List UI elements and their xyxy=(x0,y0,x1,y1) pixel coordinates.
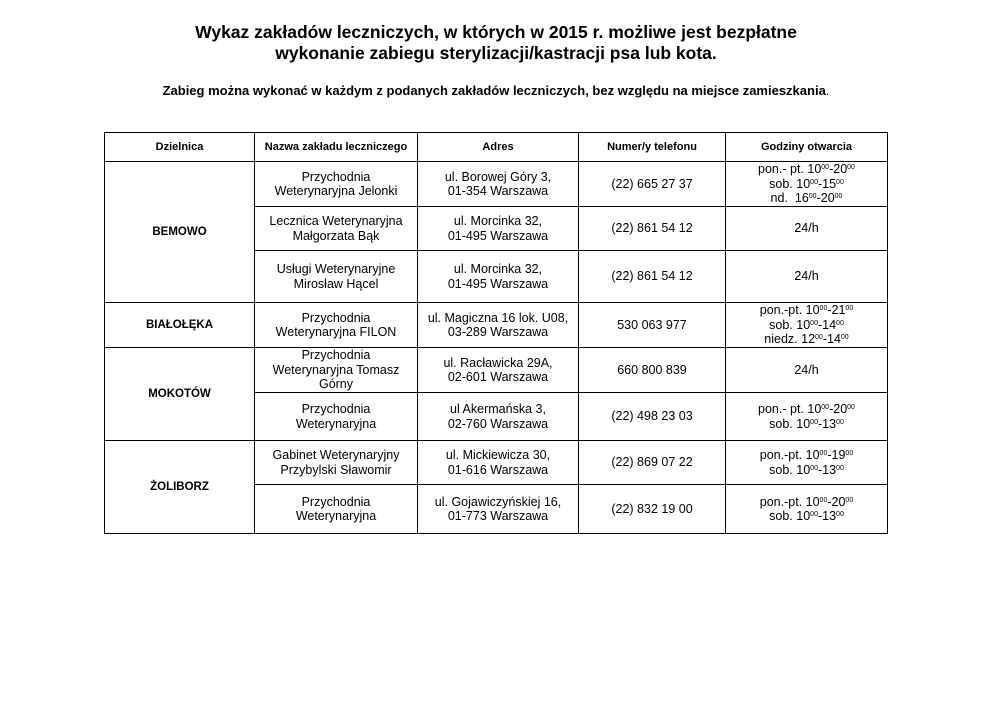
clinic-phone: (22) 861 54 12 xyxy=(579,251,726,303)
table-row xyxy=(105,162,888,207)
document-title xyxy=(0,22,992,64)
table-row xyxy=(105,348,888,393)
clinic-name: Przychodnia Weterynaryjna Jelonki xyxy=(255,162,418,207)
clinic-phone: 660 800 839 xyxy=(579,348,726,393)
header-district: Dzielnica xyxy=(105,133,255,162)
header-phone: Numer/y telefonu xyxy=(579,133,726,162)
clinic-phone: (22) 832 19 00 xyxy=(579,485,726,534)
clinic-address: ul. Gojawiczyńskiej 16, 01-773 Warszawa xyxy=(418,485,579,534)
clinic-hours: pon.-pt. $10^{00}-20^{00}$ sob. $10^{00}-13^{00}$ xyxy=(726,485,888,534)
clinic-hours: 24/h xyxy=(726,251,888,303)
clinics-table xyxy=(104,132,888,534)
header-hours: Godziny otwarcia xyxy=(726,133,888,162)
clinic-name: Przychodnia Weterynaryjna FILON xyxy=(255,303,418,348)
clinic-name: Przychodnia Weterynaryjna Tomasz Górny xyxy=(255,348,418,393)
table-header-row xyxy=(105,133,888,162)
subtitle-text: Zabieg można wykonać w każdym z podanych zakładów leczniczych, bez względu na miejsce zamieszkania xyxy=(162,83,826,98)
clinic-address: ul. Morcinka 32, 01-495 Warszawa xyxy=(418,251,579,303)
clinic-name: Przychodnia Weterynaryjna xyxy=(255,485,418,534)
clinic-name: Usługi Weterynaryjne Mirosław Hącel xyxy=(255,251,418,303)
district-bialoleka: BIAŁOŁĘKA xyxy=(105,303,255,348)
clinic-address: ul. Morcinka 32, 01-495 Warszawa xyxy=(418,207,579,251)
district-zoliborz: ŻOLIBORZ xyxy=(105,441,255,534)
clinic-address: ul. Borowej Góry 3, 01-354 Warszawa xyxy=(418,162,579,207)
clinic-name: Lecznica Weterynaryjna Małgorzata Bąk xyxy=(255,207,418,251)
district-bemowo: BEMOWO xyxy=(105,162,255,303)
table-row xyxy=(105,303,888,348)
clinic-hours: 24/h xyxy=(726,207,888,251)
clinic-address: ul. Magiczna 16 lok. U08, 03-289 Warszawa xyxy=(418,303,579,348)
clinic-name: Gabinet Weterynaryjny Przybylski Sławomir xyxy=(255,441,418,485)
clinic-name: Przychodnia Weterynaryjna xyxy=(255,393,418,441)
clinic-phone: (22) 665 27 37 xyxy=(579,162,726,207)
clinic-hours: 24/h xyxy=(726,348,888,393)
clinic-address: ul Akermańska 3, 02-760 Warszawa xyxy=(418,393,579,441)
clinic-address: ul. Mickiewicza 30, 01-616 Warszawa xyxy=(418,441,579,485)
clinic-phone: 530 063 977 xyxy=(579,303,726,348)
clinic-hours: pon.- pt. $10^{00}-20^{00}$ sob. $10^{00}-15^{00}$ nd. $16^{00}-20^{00}$ xyxy=(726,162,888,207)
clinic-hours: pon.-pt. $10^{00}-21^{00}$ sob. $10^{00}-14^{00}$ niedz. $12^{00}-14^{00}$ xyxy=(726,303,888,348)
clinic-hours: pon.- pt. $10^{00}-20^{00}$ sob. $10^{00}-13^{00}$ xyxy=(726,393,888,441)
clinic-phone: (22) 869 07 22 xyxy=(579,441,726,485)
document-subtitle xyxy=(0,83,992,99)
title-line-2: wykonanie zabiegu sterylizacji/kastracji psa lub kota. xyxy=(275,43,717,63)
title-line-1: Wykaz zakładów leczniczych, w których w 2015 r. możliwe jest bezpłatne xyxy=(195,22,797,42)
table-row xyxy=(105,441,888,485)
subtitle-period: . xyxy=(825,83,830,98)
header-name: Nazwa zakładu leczniczego xyxy=(255,133,418,162)
district-mokotow: MOKOTÓW xyxy=(105,348,255,441)
clinic-address: ul. Racławicka 29A, 02-601 Warszawa xyxy=(418,348,579,393)
clinic-hours: pon.-pt. $10^{00}-19^{00}$ sob. $10^{00}-13^{00}$ xyxy=(726,441,888,485)
clinic-phone: (22) 498 23 03 xyxy=(579,393,726,441)
header-address: Adres xyxy=(418,133,579,162)
clinic-phone: (22) 861 54 12 xyxy=(579,207,726,251)
